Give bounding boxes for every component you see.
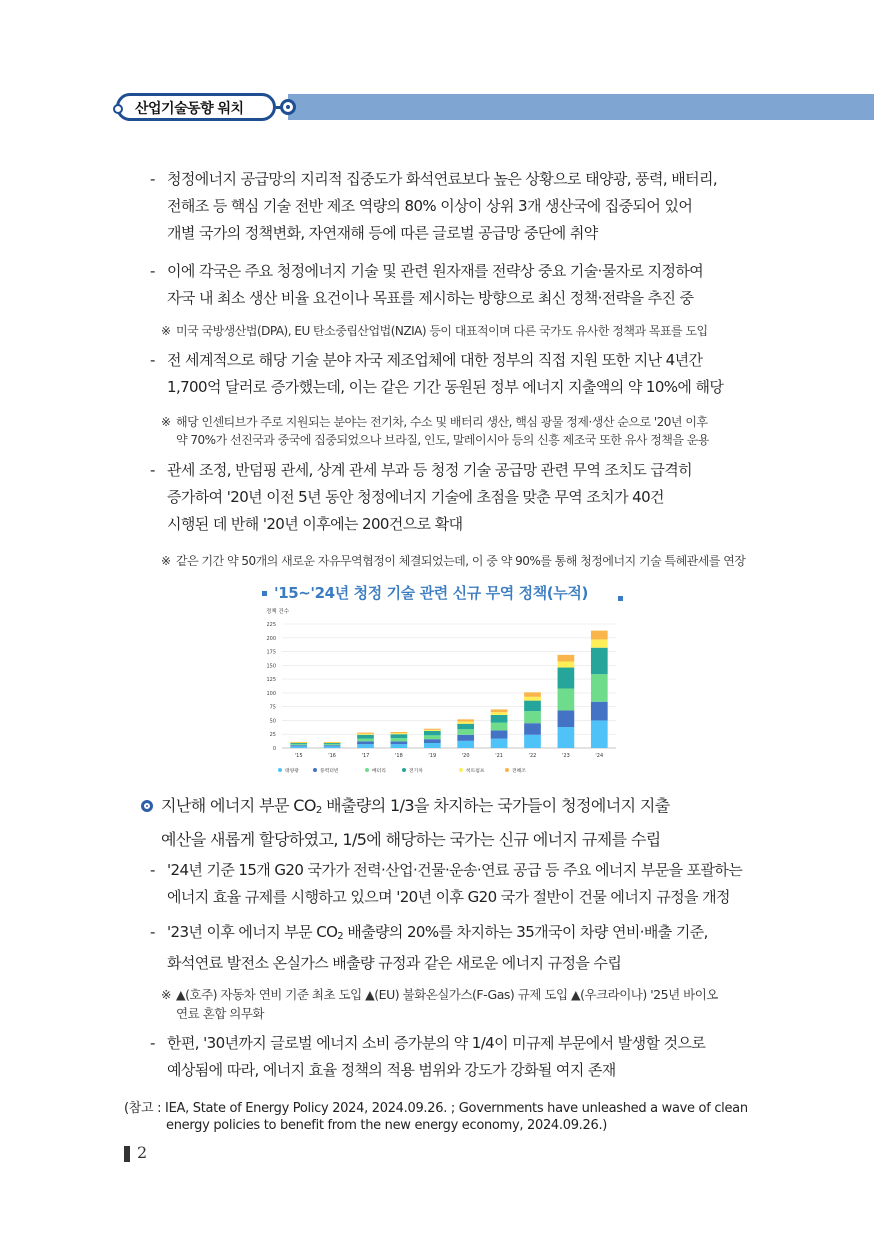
bar-segment — [524, 723, 541, 735]
text-line: 한편, '30년까지 글로벌 에너지 소비 증가분의 약 1/4이 미규제 부문에서 발생할 것으로 — [167, 1034, 706, 1052]
dash-marker: - — [150, 262, 155, 280]
bar-segment — [558, 688, 575, 710]
text-line: 에너지 효율 규제를 시행하고 있으며 '20년 이후 G20 국가 절반이 건물 에너지 규정을 개정 — [167, 888, 730, 906]
paragraph-strategy — [150, 258, 704, 312]
bar-segment — [591, 674, 608, 702]
bar-segment — [457, 741, 474, 748]
bar-segment — [391, 738, 408, 741]
bar-segment — [491, 730, 508, 738]
text-line: 전해조 등 핵심 기술 전반 제조 역량의 80% 이상이 상위 3개 생산국에 집중되어 있어 — [167, 197, 693, 215]
bar-segment — [290, 743, 307, 744]
legend-label: 풍력터빈 — [320, 769, 339, 774]
bar-segment — [391, 744, 408, 748]
bar-segment — [324, 743, 341, 744]
bar-segment — [591, 702, 608, 721]
paragraph-unregulated-demand — [150, 1030, 706, 1084]
header-circle-icon — [280, 99, 296, 115]
bar-segment — [290, 742, 307, 743]
reference — [124, 1100, 748, 1134]
legend-marker — [278, 768, 282, 772]
bar-segment — [391, 733, 408, 734]
bar-segment — [357, 733, 374, 734]
paragraph-supply-chain — [150, 166, 718, 247]
bar-segment — [324, 745, 341, 746]
bar-segment — [391, 734, 408, 738]
paragraph-subsidies — [150, 347, 724, 401]
chart-title-square-icon — [618, 596, 623, 601]
bar-segment — [558, 727, 575, 748]
heading-line: 예산을 새롭게 할당하였고, 1/5에 해당하는 국가는 신규 에너지 규제를 수립 — [161, 830, 661, 849]
note-country-examples — [161, 985, 718, 1023]
dash-marker: - — [150, 170, 155, 188]
reference-line: (참고 : IEA, State of Energy Policy 2024, 2024.09.26. ; Governments have unleashed a wave of clean — [124, 1101, 748, 1116]
text-line: 개별 국가의 정책변화, 자연재해 등에 따른 글로벌 공급망 중단에 취약 — [167, 224, 598, 242]
paragraph-trade-measures — [150, 457, 693, 538]
bar-segment — [424, 743, 441, 748]
paragraph-g20-efficiency — [150, 857, 743, 911]
bar-segment — [591, 720, 608, 748]
x-tick-label: '22 — [528, 753, 537, 759]
text-line: 관세 조정, 반덤핑 관세, 상계 관세 부과 등 청정 기술 공급망 관련 무역 조치도 급격히 — [167, 461, 693, 479]
note-line: 해당 인센티브가 주로 지원되는 분야는 전기차, 수소 및 배터리 생산, 핵심 광물 정제·생산 순으로 '20년 이후 — [176, 415, 708, 429]
bar-segment — [591, 639, 608, 647]
bar-segment — [424, 735, 441, 739]
text-line: 자국 내 최소 생산 비율 요건이나 목표를 제시하는 방향으로 최신 정책·전략을 추진 중 — [167, 289, 694, 307]
bar-segment — [357, 734, 374, 735]
bar-segment — [491, 709, 508, 712]
text-line: 전 세계적으로 해당 기술 분야 자국 제조업체에 대한 정부의 직접 지원 또한 지난 4년간 — [167, 351, 703, 369]
y-tick-label: 200 — [266, 635, 276, 642]
note-policy-examples — [161, 322, 708, 340]
y-tick-label: 125 — [266, 677, 276, 684]
bar-segment — [324, 742, 341, 743]
trade-policy-chart — [262, 604, 622, 780]
bar-segment — [457, 729, 474, 735]
x-tick-label: '23 — [562, 753, 570, 759]
note-line: ▲(호주) 자동차 연비 기준 최초 도입 ▲(EU) 불화온실가스(F-Gas) 규제 도입 ▲(우크라이나) '25년 바이오 — [176, 987, 718, 1002]
x-tick-label: '21 — [495, 753, 503, 759]
bar-segment — [290, 745, 307, 746]
text-line: 1,700억 달러로 증가했는데, 이는 같은 기간 동원된 정부 에너지 지출액의 약 10%에 해당 — [167, 378, 724, 396]
bar-segment — [290, 746, 307, 748]
x-tick-label: '15 — [294, 753, 303, 759]
header-dot-icon — [113, 104, 123, 114]
reference-line: energy policies to benefit from the new energy economy, 2024.09.26.) — [166, 1118, 608, 1133]
bar-segment — [558, 711, 575, 728]
chart-title-square-icon — [262, 591, 267, 596]
y-tick-label: 0 — [272, 746, 276, 752]
legend-label: 태양광 — [285, 769, 299, 774]
page-number: 2 — [137, 1143, 148, 1162]
bar-segment — [491, 715, 508, 723]
bar-segment — [524, 735, 541, 748]
legend-marker — [402, 768, 406, 772]
text-line: 화석연료 발전소 온실가스 배출량 규정과 같은 새로운 에너지 규정을 수립 — [167, 954, 622, 972]
bar-segment — [457, 724, 474, 730]
bar-segment — [457, 722, 474, 724]
section-bullet-icon — [141, 800, 153, 812]
x-tick-label: '17 — [361, 753, 370, 759]
bar-segment — [524, 701, 541, 711]
x-tick-label: '24 — [595, 753, 604, 759]
page-marker — [124, 1146, 130, 1162]
y-tick-label: 75 — [269, 704, 276, 711]
bar-segment — [357, 739, 374, 742]
paragraph-vehicle-standards — [150, 919, 708, 977]
bar-segment — [491, 739, 508, 748]
note-line: 미국 국방생산법(DPA), EU 탄소중립산업법(NZIA) 등이 대표적이며 다른 국가도 유사한 정책과 목표를 도입 — [176, 324, 708, 338]
dash-marker: - — [150, 861, 155, 879]
text-line: 증가하여 '20년 이전 5년 동안 청정에너지 기술에 초점을 맞춘 무역 조치가 40건 — [167, 488, 664, 506]
bar-segment — [491, 712, 508, 715]
bar-segment — [491, 723, 508, 731]
bar-segment — [524, 711, 541, 723]
dash-marker: - — [150, 461, 155, 479]
legend-label: 배터리 — [372, 769, 386, 774]
bar-segment — [591, 631, 608, 640]
bar-segment — [357, 744, 374, 748]
bar-segment — [424, 730, 441, 731]
dash-marker: - — [150, 1034, 155, 1052]
bar-segment — [391, 732, 408, 733]
bar-segment — [357, 735, 374, 739]
section-heading — [161, 791, 670, 854]
legend-marker — [313, 768, 317, 772]
x-tick-label: '16 — [328, 753, 336, 759]
y-tick-label: 225 — [266, 622, 276, 628]
x-tick-label: '18 — [395, 753, 403, 759]
bar-segment — [457, 719, 474, 721]
bar-segment — [357, 741, 374, 744]
bar-segment — [290, 744, 307, 745]
y-axis-label: 정책 건수 — [266, 609, 290, 615]
bar-segment — [324, 746, 341, 748]
y-tick-label: 50 — [269, 718, 276, 725]
x-tick-label: '20 — [461, 753, 470, 759]
dash-marker: - — [150, 351, 155, 369]
bar-segment — [391, 741, 408, 744]
legend-marker — [505, 768, 509, 772]
heading-line: 지난해 에너지 부문 $CO_2$ 배출량의 1/3을 차지하는 국가들이 청정에너지 지출 — [161, 796, 670, 816]
bar-segment — [558, 661, 575, 667]
note-marker: ※ — [161, 324, 171, 338]
y-tick-label: 100 — [266, 690, 276, 697]
text-line: 이에 각국은 주요 청정에너지 기술 및 관련 원자재를 전략상 중요 기술·물자로 지정하여 — [167, 262, 704, 280]
text-line: 청정에너지 공급망의 지리적 집중도가 화석연료보다 높은 상황으로 태양광, 풍력, 배터리, — [167, 170, 718, 188]
text-line: '24년 기준 15개 G20 국가가 전력·산업·건물·운송·연료 공급 등 주요 에너지 부문을 포괄하는 — [167, 861, 743, 879]
bar-segment — [591, 648, 608, 674]
text-line: 시행된 데 반해 '20년 이후에는 200건으로 확대 — [167, 515, 463, 533]
bar-segment — [424, 729, 441, 730]
note-fta — [161, 552, 746, 570]
bar-segment — [524, 692, 541, 696]
y-tick-label: 150 — [266, 663, 276, 670]
legend-marker — [459, 768, 463, 772]
bar-segment — [558, 668, 575, 689]
legend-label: 히트펌프 — [466, 769, 485, 774]
text-line: '23년 이후 에너지 부문 $CO_2$ 배출량의 20%를 차지하는 35개국이 차량 연비·배출 기준, — [167, 923, 708, 942]
text-line: 예상됨에 따라, 에너지 효율 정책의 적용 범위와 강도가 강화될 여지 존재 — [167, 1061, 616, 1079]
x-tick-label: '19 — [428, 753, 437, 759]
bar-segment — [324, 742, 341, 743]
y-tick-label: 25 — [269, 732, 276, 739]
bar-segment — [424, 739, 441, 743]
dash-marker: - — [150, 923, 155, 941]
header-bar — [288, 94, 874, 120]
note-line: 약 70%가 선진국과 중국에 집중되었으나 브라질, 인도, 말레이시아 등의 신흥 제조국 또한 유사 정책을 운용 — [176, 433, 709, 447]
note-marker: ※ — [161, 415, 171, 429]
note-line: 같은 기간 약 50개의 새로운 자유무역협정이 체결되었는데, 이 중 약 90%를 통해 청정에너지 기술 특혜관세를 연장 — [176, 554, 746, 568]
y-tick-label: 175 — [266, 649, 276, 656]
bar-segment — [457, 735, 474, 741]
header-label — [116, 93, 276, 121]
bar-segment — [424, 731, 441, 735]
bar-segment — [558, 655, 575, 662]
note-marker: ※ — [161, 987, 171, 1002]
legend-label: 전기차 — [409, 769, 423, 774]
header-title: 산업기술동향 워치 — [135, 101, 244, 117]
legend-label: 전해조 — [512, 769, 526, 774]
note-incentives — [161, 413, 709, 449]
legend-marker — [365, 768, 369, 772]
chart-title: '15~'24년 청정 기술 관련 신규 무역 정책(누적) — [274, 584, 588, 602]
bar-segment — [524, 697, 541, 701]
bar-segment — [324, 744, 341, 745]
bar-segment — [290, 742, 307, 743]
note-line: 연료 혼합 의무화 — [176, 1006, 264, 1021]
note-marker: ※ — [161, 554, 171, 568]
